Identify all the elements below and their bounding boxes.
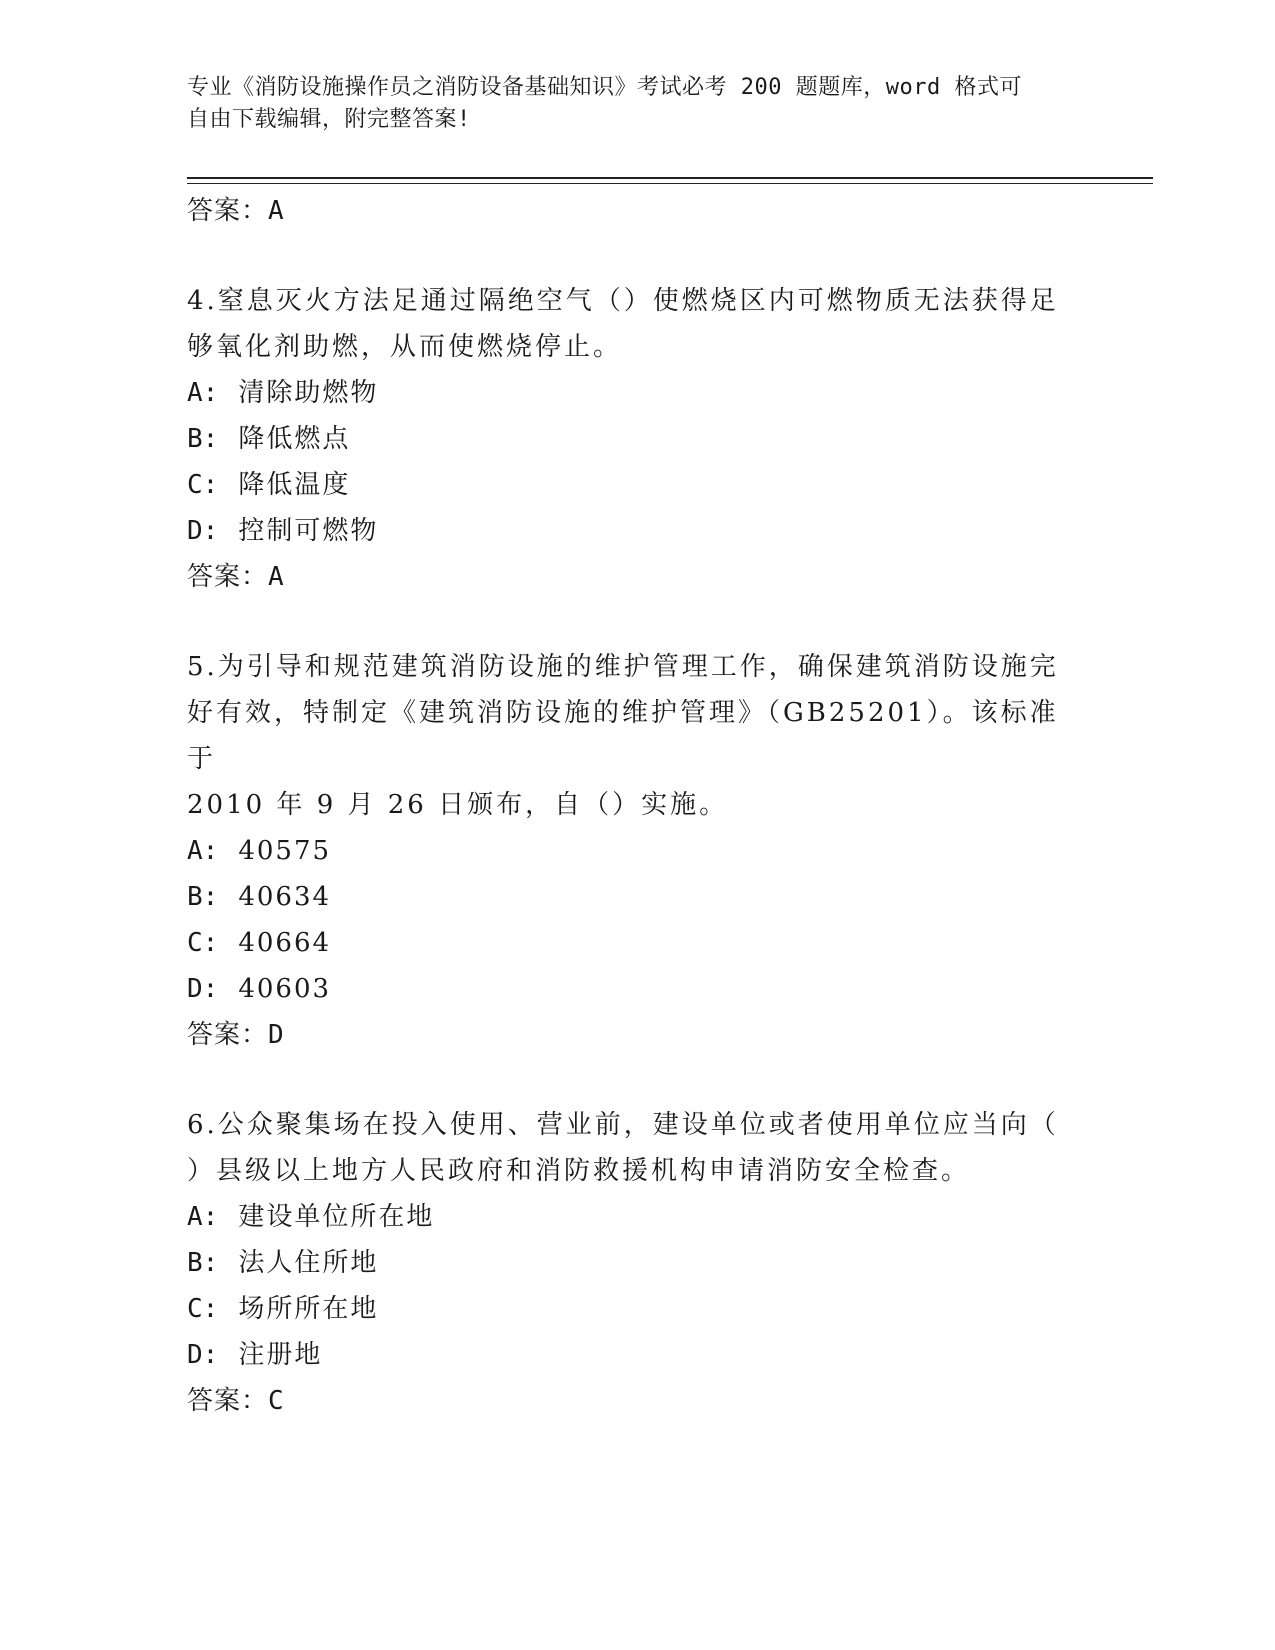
answer-line xyxy=(187,554,1087,600)
option-letter: D: xyxy=(187,974,219,1004)
option-letter: C: xyxy=(187,928,219,958)
option-a xyxy=(187,1194,1087,1240)
option-letter: A: xyxy=(187,1202,219,1232)
option-text: 降低温度 xyxy=(238,470,351,500)
question-text-line: 4.窒息灭火方法足通过隔绝空气（）使燃烧区内可燃物质无法获得足 xyxy=(187,286,1059,316)
option-text: 法人住所地 xyxy=(238,1248,379,1278)
option-a xyxy=(187,370,1087,416)
answer-label: 答案： xyxy=(187,196,269,226)
option-letter: A: xyxy=(187,836,219,866)
answer-value: D xyxy=(268,1020,285,1050)
option-letter: B: xyxy=(187,424,219,454)
question-item xyxy=(187,1102,1087,1424)
answer-value: A xyxy=(268,562,285,592)
document-header xyxy=(187,72,1087,136)
option-c xyxy=(187,1286,1087,1332)
option-b xyxy=(187,874,1087,920)
question-text-line: 好有效，特制定《建筑消防设施的维护管理》（GB25201）。该标准于 xyxy=(187,698,1059,774)
header-line-1: 专业《消防设施操作员之消防设备基础知识》考试必考 200 题题库，word 格式可 xyxy=(187,75,1022,100)
header-divider-thin xyxy=(187,183,1153,184)
option-letter: B: xyxy=(187,1248,219,1278)
question-text-line: 2010 年 9 月 26 日颁布，自（）实施。 xyxy=(187,790,729,820)
question-item xyxy=(187,278,1087,600)
question-text xyxy=(187,1102,1087,1194)
option-a xyxy=(187,828,1087,874)
answer-line xyxy=(187,188,1087,234)
option-text: 40603 xyxy=(238,974,332,1004)
option-letter: A: xyxy=(187,378,219,408)
question-item xyxy=(187,644,1087,1058)
option-letter: D: xyxy=(187,1340,219,1370)
question-list xyxy=(187,188,1087,1424)
option-d xyxy=(187,966,1087,1012)
question-text-line: 6.公众聚集场在投入使用、营业前，建设单位或者使用单位应当向（ xyxy=(187,1110,1059,1140)
option-b xyxy=(187,1240,1087,1286)
answer-value: C xyxy=(268,1386,285,1416)
answer-value: A xyxy=(268,196,285,226)
option-d xyxy=(187,1332,1087,1378)
answer-line xyxy=(187,1012,1087,1058)
question-text xyxy=(187,644,1087,828)
option-c xyxy=(187,462,1087,508)
option-d xyxy=(187,508,1087,554)
option-text: 40634 xyxy=(238,882,332,912)
header-divider-thick xyxy=(187,177,1153,179)
option-text: 注册地 xyxy=(238,1340,323,1370)
option-c xyxy=(187,920,1087,966)
option-letter: D: xyxy=(187,516,219,546)
question-text-line: 够氧化剂助燃，从而使燃烧停止。 xyxy=(187,332,623,362)
option-text: 40664 xyxy=(238,928,332,958)
answer-label: 答案： xyxy=(187,1386,269,1416)
question-text xyxy=(187,278,1087,370)
option-text: 场所所在地 xyxy=(238,1294,379,1324)
option-text: 清除助燃物 xyxy=(238,378,379,408)
option-text: 控制可燃物 xyxy=(238,516,379,546)
answer-label: 答案： xyxy=(187,1020,269,1050)
header-line-2: 自由下载编辑，附完整答案! xyxy=(187,107,471,132)
option-letter: B: xyxy=(187,882,219,912)
option-letter: C: xyxy=(187,470,219,500)
question-text-line: 5.为引导和规范建筑消防设施的维护管理工作，确保建筑消防设施完 xyxy=(187,652,1059,682)
answer-label: 答案： xyxy=(187,562,269,592)
option-b xyxy=(187,416,1087,462)
option-text: 降低燃点 xyxy=(238,424,351,454)
option-letter: C: xyxy=(187,1294,219,1324)
option-text: 40575 xyxy=(238,836,332,866)
answer-line xyxy=(187,1378,1087,1424)
question-text-line: ）县级以上地方人民政府和消防救援机构申请消防安全检查。 xyxy=(187,1156,971,1186)
option-text: 建设单位所在地 xyxy=(238,1202,435,1232)
